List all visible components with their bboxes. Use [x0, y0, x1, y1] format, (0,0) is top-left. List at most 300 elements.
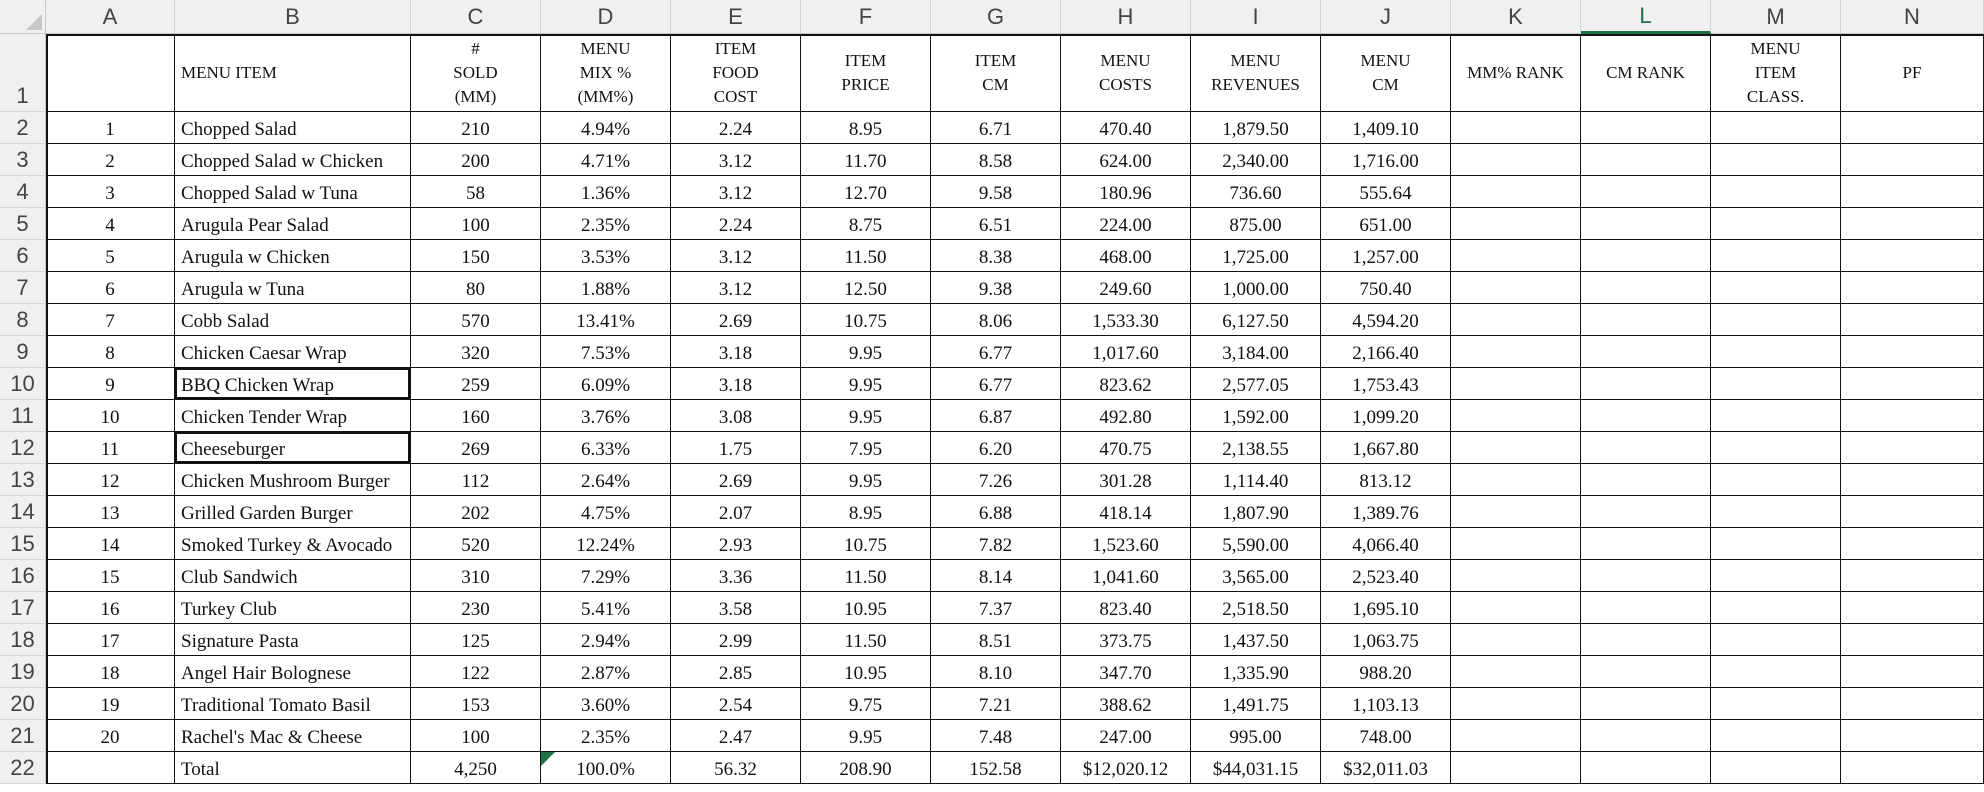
cell-g7[interactable]	[931, 272, 1061, 304]
cell-a13[interactable]	[46, 464, 175, 496]
cell-i13[interactable]	[1191, 464, 1321, 496]
cell-i12[interactable]	[1191, 432, 1321, 464]
cell-i7[interactable]	[1191, 272, 1321, 304]
cell-k19[interactable]	[1451, 656, 1581, 688]
cell-n21[interactable]	[1841, 720, 1984, 752]
cell-k14[interactable]	[1451, 496, 1581, 528]
row-header-10[interactable]: 10	[0, 368, 46, 400]
cell-c17[interactable]	[411, 592, 541, 624]
cell-j20[interactable]	[1321, 688, 1451, 720]
cell-h12[interactable]	[1061, 432, 1191, 464]
cell-e7[interactable]	[671, 272, 801, 304]
cell-l18[interactable]	[1581, 624, 1711, 656]
cell-m3[interactable]	[1711, 144, 1841, 176]
cell-j16[interactable]	[1321, 560, 1451, 592]
cell-h5[interactable]	[1061, 208, 1191, 240]
cell-d18[interactable]	[541, 624, 671, 656]
cell-k5[interactable]	[1451, 208, 1581, 240]
cell-j3[interactable]	[1321, 144, 1451, 176]
cell-i2[interactable]	[1191, 112, 1321, 144]
row-header-15[interactable]: 15	[0, 528, 46, 560]
cell-h10[interactable]	[1061, 368, 1191, 400]
row-header-4[interactable]: 4	[0, 176, 46, 208]
row-header-2[interactable]: 2	[0, 112, 46, 144]
cell-l13[interactable]	[1581, 464, 1711, 496]
cell-e11[interactable]	[671, 400, 801, 432]
cell-c12[interactable]	[411, 432, 541, 464]
cell-b21[interactable]	[175, 720, 411, 752]
cell-j11[interactable]	[1321, 400, 1451, 432]
cell-l15[interactable]	[1581, 528, 1711, 560]
cell-j17[interactable]	[1321, 592, 1451, 624]
cell-a7[interactable]	[46, 272, 175, 304]
cell-f3[interactable]	[801, 144, 931, 176]
cell-j1[interactable]	[1321, 34, 1451, 112]
cell-k21[interactable]	[1451, 720, 1581, 752]
cell-n4[interactable]	[1841, 176, 1984, 208]
cell-a4[interactable]	[46, 176, 175, 208]
cell-m5[interactable]	[1711, 208, 1841, 240]
cell-f20[interactable]	[801, 688, 931, 720]
cell-l14[interactable]	[1581, 496, 1711, 528]
row-header-5[interactable]: 5	[0, 208, 46, 240]
cell-c6[interactable]	[411, 240, 541, 272]
cell-c3[interactable]	[411, 144, 541, 176]
cell-f22[interactable]	[801, 752, 931, 784]
cell-m9[interactable]	[1711, 336, 1841, 368]
cell-a2[interactable]	[46, 112, 175, 144]
cell-f10[interactable]	[801, 368, 931, 400]
cell-d5[interactable]	[541, 208, 671, 240]
cell-m1[interactable]	[1711, 34, 1841, 112]
cell-a8[interactable]	[46, 304, 175, 336]
cell-c21[interactable]	[411, 720, 541, 752]
cell-j21[interactable]	[1321, 720, 1451, 752]
row-header-21[interactable]: 21	[0, 720, 46, 752]
cell-k2[interactable]	[1451, 112, 1581, 144]
cell-d13[interactable]	[541, 464, 671, 496]
row-header-11[interactable]: 11	[0, 400, 46, 432]
cell-g19[interactable]	[931, 656, 1061, 688]
cell-g15[interactable]	[931, 528, 1061, 560]
cell-h14[interactable]	[1061, 496, 1191, 528]
cell-k22[interactable]	[1451, 752, 1581, 784]
cell-a17[interactable]	[46, 592, 175, 624]
cell-f14[interactable]	[801, 496, 931, 528]
row-header-22[interactable]: 22	[0, 752, 46, 784]
cell-l2[interactable]	[1581, 112, 1711, 144]
cell-g3[interactable]	[931, 144, 1061, 176]
cell-d10[interactable]	[541, 368, 671, 400]
cell-n9[interactable]	[1841, 336, 1984, 368]
cell-c10[interactable]	[411, 368, 541, 400]
cell-a22[interactable]	[46, 752, 175, 784]
cell-j15[interactable]	[1321, 528, 1451, 560]
cell-g17[interactable]	[931, 592, 1061, 624]
cell-a21[interactable]	[46, 720, 175, 752]
cell-c19[interactable]	[411, 656, 541, 688]
row-header-3[interactable]: 3	[0, 144, 46, 176]
cell-c8[interactable]	[411, 304, 541, 336]
cell-i18[interactable]	[1191, 624, 1321, 656]
cell-b18[interactable]	[175, 624, 411, 656]
cell-e1[interactable]	[671, 34, 801, 112]
cell-a6[interactable]	[46, 240, 175, 272]
column-header-l[interactable]: L	[1581, 0, 1711, 34]
cell-i16[interactable]	[1191, 560, 1321, 592]
cell-c22[interactable]	[411, 752, 541, 784]
cell-k8[interactable]	[1451, 304, 1581, 336]
cell-e19[interactable]	[671, 656, 801, 688]
cell-l3[interactable]	[1581, 144, 1711, 176]
cell-e21[interactable]	[671, 720, 801, 752]
column-header-n[interactable]: N	[1841, 0, 1984, 34]
cell-m22[interactable]	[1711, 752, 1841, 784]
cell-d9[interactable]	[541, 336, 671, 368]
cell-d19[interactable]	[541, 656, 671, 688]
cell-e8[interactable]	[671, 304, 801, 336]
cell-n19[interactable]	[1841, 656, 1984, 688]
column-header-i[interactable]: I	[1191, 0, 1321, 34]
cell-d4[interactable]	[541, 176, 671, 208]
cell-e18[interactable]	[671, 624, 801, 656]
row-header-16[interactable]: 16	[0, 560, 46, 592]
cell-d11[interactable]	[541, 400, 671, 432]
cell-d14[interactable]	[541, 496, 671, 528]
cell-e5[interactable]	[671, 208, 801, 240]
cell-i22[interactable]	[1191, 752, 1321, 784]
cell-l6[interactable]	[1581, 240, 1711, 272]
cell-k13[interactable]	[1451, 464, 1581, 496]
cell-b12[interactable]	[175, 432, 411, 464]
cell-b11[interactable]	[175, 400, 411, 432]
cell-f9[interactable]	[801, 336, 931, 368]
cell-e20[interactable]	[671, 688, 801, 720]
cell-m6[interactable]	[1711, 240, 1841, 272]
cell-c1[interactable]	[411, 34, 541, 112]
cell-j14[interactable]	[1321, 496, 1451, 528]
cell-a12[interactable]	[46, 432, 175, 464]
cell-g12[interactable]	[931, 432, 1061, 464]
cell-m19[interactable]	[1711, 656, 1841, 688]
cell-l17[interactable]	[1581, 592, 1711, 624]
cell-b14[interactable]	[175, 496, 411, 528]
cell-g21[interactable]	[931, 720, 1061, 752]
column-header-c[interactable]: C	[411, 0, 541, 34]
cell-i15[interactable]	[1191, 528, 1321, 560]
cell-d6[interactable]	[541, 240, 671, 272]
cell-e3[interactable]	[671, 144, 801, 176]
cell-k4[interactable]	[1451, 176, 1581, 208]
cell-b5[interactable]	[175, 208, 411, 240]
row-header-12[interactable]: 12	[0, 432, 46, 464]
row-header-9[interactable]: 9	[0, 336, 46, 368]
cell-m17[interactable]	[1711, 592, 1841, 624]
cell-m8[interactable]	[1711, 304, 1841, 336]
cell-n15[interactable]	[1841, 528, 1984, 560]
cell-e16[interactable]	[671, 560, 801, 592]
cell-a19[interactable]	[46, 656, 175, 688]
column-header-j[interactable]: J	[1321, 0, 1451, 34]
cell-l8[interactable]	[1581, 304, 1711, 336]
cell-h21[interactable]	[1061, 720, 1191, 752]
cell-b22[interactable]	[175, 752, 411, 784]
cell-n20[interactable]	[1841, 688, 1984, 720]
cell-l5[interactable]	[1581, 208, 1711, 240]
cell-k12[interactable]	[1451, 432, 1581, 464]
cell-l4[interactable]	[1581, 176, 1711, 208]
cell-j7[interactable]	[1321, 272, 1451, 304]
cell-j4[interactable]	[1321, 176, 1451, 208]
cell-m16[interactable]	[1711, 560, 1841, 592]
cell-d17[interactable]	[541, 592, 671, 624]
cell-n6[interactable]	[1841, 240, 1984, 272]
cell-h6[interactable]	[1061, 240, 1191, 272]
cell-e6[interactable]	[671, 240, 801, 272]
column-header-a[interactable]: A	[46, 0, 175, 34]
cell-l19[interactable]	[1581, 656, 1711, 688]
cell-c4[interactable]	[411, 176, 541, 208]
cell-f11[interactable]	[801, 400, 931, 432]
cell-k7[interactable]	[1451, 272, 1581, 304]
cell-k15[interactable]	[1451, 528, 1581, 560]
cell-g9[interactable]	[931, 336, 1061, 368]
cell-m11[interactable]	[1711, 400, 1841, 432]
cell-j18[interactable]	[1321, 624, 1451, 656]
cell-f8[interactable]	[801, 304, 931, 336]
cell-j12[interactable]	[1321, 432, 1451, 464]
cell-g22[interactable]	[931, 752, 1061, 784]
cell-i3[interactable]	[1191, 144, 1321, 176]
cell-m7[interactable]	[1711, 272, 1841, 304]
cell-l20[interactable]	[1581, 688, 1711, 720]
cell-i21[interactable]	[1191, 720, 1321, 752]
cell-f4[interactable]	[801, 176, 931, 208]
cell-h1[interactable]	[1061, 34, 1191, 112]
select-all-corner[interactable]	[0, 0, 46, 34]
cell-k18[interactable]	[1451, 624, 1581, 656]
cell-f1[interactable]	[801, 34, 931, 112]
cell-e15[interactable]	[671, 528, 801, 560]
cell-f15[interactable]	[801, 528, 931, 560]
cell-b3[interactable]	[175, 144, 411, 176]
cell-b4[interactable]	[175, 176, 411, 208]
cell-e17[interactable]	[671, 592, 801, 624]
cell-e14[interactable]	[671, 496, 801, 528]
cell-d22[interactable]	[541, 752, 671, 784]
cell-e9[interactable]	[671, 336, 801, 368]
cell-i8[interactable]	[1191, 304, 1321, 336]
cell-g16[interactable]	[931, 560, 1061, 592]
cell-n3[interactable]	[1841, 144, 1984, 176]
cell-b15[interactable]	[175, 528, 411, 560]
cell-c7[interactable]	[411, 272, 541, 304]
cell-f12[interactable]	[801, 432, 931, 464]
row-header-20[interactable]: 20	[0, 688, 46, 720]
cell-h2[interactable]	[1061, 112, 1191, 144]
cell-a9[interactable]	[46, 336, 175, 368]
cell-l9[interactable]	[1581, 336, 1711, 368]
cell-n13[interactable]	[1841, 464, 1984, 496]
cell-n5[interactable]	[1841, 208, 1984, 240]
cell-d8[interactable]	[541, 304, 671, 336]
cell-h7[interactable]	[1061, 272, 1191, 304]
cell-c2[interactable]	[411, 112, 541, 144]
cell-i11[interactable]	[1191, 400, 1321, 432]
cell-h17[interactable]	[1061, 592, 1191, 624]
cell-g4[interactable]	[931, 176, 1061, 208]
column-header-e[interactable]: E	[671, 0, 801, 34]
cell-m21[interactable]	[1711, 720, 1841, 752]
cell-e4[interactable]	[671, 176, 801, 208]
cell-a11[interactable]	[46, 400, 175, 432]
cell-h13[interactable]	[1061, 464, 1191, 496]
cell-i9[interactable]	[1191, 336, 1321, 368]
row-header-8[interactable]: 8	[0, 304, 46, 336]
cell-a3[interactable]	[46, 144, 175, 176]
cell-n10[interactable]	[1841, 368, 1984, 400]
cell-k9[interactable]	[1451, 336, 1581, 368]
cell-c9[interactable]	[411, 336, 541, 368]
cell-k10[interactable]	[1451, 368, 1581, 400]
cell-d21[interactable]	[541, 720, 671, 752]
cell-g11[interactable]	[931, 400, 1061, 432]
cell-m15[interactable]	[1711, 528, 1841, 560]
cell-j6[interactable]	[1321, 240, 1451, 272]
cell-k3[interactable]	[1451, 144, 1581, 176]
cell-h15[interactable]	[1061, 528, 1191, 560]
cell-i19[interactable]	[1191, 656, 1321, 688]
cell-m20[interactable]	[1711, 688, 1841, 720]
cell-m14[interactable]	[1711, 496, 1841, 528]
cell-n11[interactable]	[1841, 400, 1984, 432]
cell-e12[interactable]	[671, 432, 801, 464]
cell-m4[interactable]	[1711, 176, 1841, 208]
cell-a5[interactable]	[46, 208, 175, 240]
column-header-d[interactable]: D	[541, 0, 671, 34]
cell-l1[interactable]	[1581, 34, 1711, 112]
cell-e10[interactable]	[671, 368, 801, 400]
cell-h16[interactable]	[1061, 560, 1191, 592]
cell-d1[interactable]	[541, 34, 671, 112]
row-header-19[interactable]: 19	[0, 656, 46, 688]
cell-g10[interactable]	[931, 368, 1061, 400]
row-header-13[interactable]: 13	[0, 464, 46, 496]
cell-n14[interactable]	[1841, 496, 1984, 528]
cell-n22[interactable]	[1841, 752, 1984, 784]
cell-h20[interactable]	[1061, 688, 1191, 720]
cell-h8[interactable]	[1061, 304, 1191, 336]
cell-f13[interactable]	[801, 464, 931, 496]
row-header-17[interactable]: 17	[0, 592, 46, 624]
cell-n7[interactable]	[1841, 272, 1984, 304]
cell-a14[interactable]	[46, 496, 175, 528]
cell-m12[interactable]	[1711, 432, 1841, 464]
cell-d15[interactable]	[541, 528, 671, 560]
cell-h3[interactable]	[1061, 144, 1191, 176]
cell-h22[interactable]	[1061, 752, 1191, 784]
cell-g13[interactable]	[931, 464, 1061, 496]
cell-a15[interactable]	[46, 528, 175, 560]
cell-b10[interactable]	[175, 368, 411, 400]
cell-l21[interactable]	[1581, 720, 1711, 752]
cell-d20[interactable]	[541, 688, 671, 720]
cell-c5[interactable]	[411, 208, 541, 240]
cell-i6[interactable]	[1191, 240, 1321, 272]
cell-d12[interactable]	[541, 432, 671, 464]
cell-i14[interactable]	[1191, 496, 1321, 528]
cell-a20[interactable]	[46, 688, 175, 720]
cell-b2[interactable]	[175, 112, 411, 144]
column-header-m[interactable]: M	[1711, 0, 1841, 34]
cell-h11[interactable]	[1061, 400, 1191, 432]
cell-g5[interactable]	[931, 208, 1061, 240]
cell-g8[interactable]	[931, 304, 1061, 336]
cell-a1[interactable]	[46, 34, 175, 112]
cell-e22[interactable]	[671, 752, 801, 784]
cell-j5[interactable]	[1321, 208, 1451, 240]
cell-c20[interactable]	[411, 688, 541, 720]
cell-i10[interactable]	[1191, 368, 1321, 400]
cell-j10[interactable]	[1321, 368, 1451, 400]
cell-l12[interactable]	[1581, 432, 1711, 464]
cell-n12[interactable]	[1841, 432, 1984, 464]
cell-g6[interactable]	[931, 240, 1061, 272]
cell-f16[interactable]	[801, 560, 931, 592]
cell-h4[interactable]	[1061, 176, 1191, 208]
cell-j13[interactable]	[1321, 464, 1451, 496]
column-header-h[interactable]: H	[1061, 0, 1191, 34]
cell-c15[interactable]	[411, 528, 541, 560]
cell-i1[interactable]	[1191, 34, 1321, 112]
cell-m13[interactable]	[1711, 464, 1841, 496]
cell-h18[interactable]	[1061, 624, 1191, 656]
cell-f5[interactable]	[801, 208, 931, 240]
cell-b9[interactable]	[175, 336, 411, 368]
cell-f21[interactable]	[801, 720, 931, 752]
cell-i20[interactable]	[1191, 688, 1321, 720]
cell-g20[interactable]	[931, 688, 1061, 720]
cell-a16[interactable]	[46, 560, 175, 592]
cell-h19[interactable]	[1061, 656, 1191, 688]
row-header-14[interactable]: 14	[0, 496, 46, 528]
column-header-g[interactable]: G	[931, 0, 1061, 34]
cell-j9[interactable]	[1321, 336, 1451, 368]
cell-c18[interactable]	[411, 624, 541, 656]
cell-k11[interactable]	[1451, 400, 1581, 432]
row-header-1[interactable]: 1	[0, 34, 46, 112]
cell-c16[interactable]	[411, 560, 541, 592]
cell-k6[interactable]	[1451, 240, 1581, 272]
cell-n18[interactable]	[1841, 624, 1984, 656]
cell-c11[interactable]	[411, 400, 541, 432]
cell-m10[interactable]	[1711, 368, 1841, 400]
cell-k17[interactable]	[1451, 592, 1581, 624]
cell-d7[interactable]	[541, 272, 671, 304]
cell-f7[interactable]	[801, 272, 931, 304]
cell-f6[interactable]	[801, 240, 931, 272]
cell-b16[interactable]	[175, 560, 411, 592]
cell-e13[interactable]	[671, 464, 801, 496]
cell-l22[interactable]	[1581, 752, 1711, 784]
cell-a18[interactable]	[46, 624, 175, 656]
cell-i17[interactable]	[1191, 592, 1321, 624]
cell-f17[interactable]	[801, 592, 931, 624]
cell-d2[interactable]	[541, 112, 671, 144]
cell-c14[interactable]	[411, 496, 541, 528]
cell-n2[interactable]	[1841, 112, 1984, 144]
row-header-7[interactable]: 7	[0, 272, 46, 304]
